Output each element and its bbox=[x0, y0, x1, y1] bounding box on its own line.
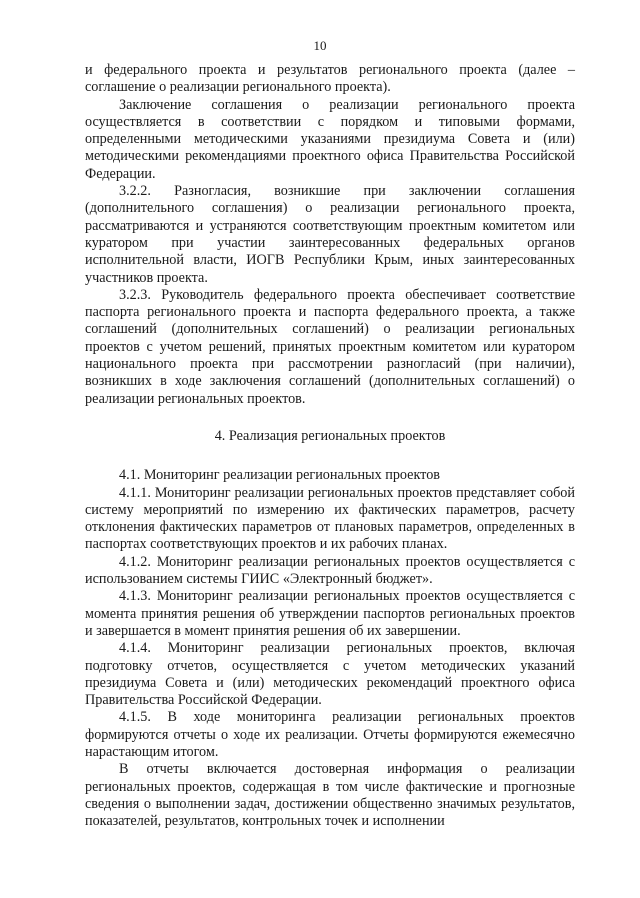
paragraph-3-2-3: 3.2.3. Руководитель федерального проекта обеспечивает соответствие паспорта регионального проекта и паспорта федерального проекта, а также соглашений (дополнительных соглашений) о реализации региональных проектов с учетом решений, принятых проектным комитетом или куратором национального проекта при рассмотрении разногласий (при наличии), возникших в ходе заключения соглашений (дополнительных соглашений) о реализации региональных проектов. bbox=[85, 286, 575, 407]
paragraph-4-1-4: 4.1.4. Мониторинг реализации региональных проектов, включая подготовку отчетов, осуществляется с учетом методических указаний президиума Совета и (или) методических рекомендаций проектного офиса Правительства Российской Федерации. bbox=[85, 640, 575, 709]
page-number: 10 bbox=[313, 38, 327, 53]
paragraph-4-1: 4.1. Мониторинг реализации региональных проектов bbox=[119, 467, 440, 484]
paragraph-3-2-2: 3.2.2. Разногласия, возникшие при заключении соглашения (дополнительного соглашения) о реализации регионального проекта, рассматриваются и устраняются соответствующим проектным комитетом или куратором при участии заинтересованных федеральных органов исполнительной власти, ИОГВ Республики Крым, иных заинтересованных участников проекта. bbox=[85, 183, 575, 286]
paragraph-4-1-5: 4.1.5. В ходе мониторинга реализации региональных проектов формируются отчеты о ходе их реализации. Отчеты формируются ежемесячно нарастающим итогом. bbox=[85, 709, 575, 760]
section-heading: 4. Реализация региональных проектов bbox=[214, 427, 446, 444]
paragraph-4-1-1: 4.1.1. Мониторинг реализации региональных проектов представляет собой систему мероприятий по измерению их фактических параметров, расчету отклонения фактических параметров от плановых параметров, определенных в паспортах соответствующих проектов и их рабочих планах. bbox=[85, 484, 575, 553]
paragraph-4-1-3: 4.1.3. Мониторинг реализации региональных проектов осуществляется с момента принятия решения об утверждении паспортов региональных проектов и завершается в момент принятия решения об их завершении. bbox=[85, 588, 575, 639]
paragraph: Заключение соглашения о реализации регионального проекта осуществляется в соответствии с порядком и типовыми формами, определенными методическими указаниями президиума Совета и (или) методическими рекомендациями проектного офиса Правительства Российской Федерации. bbox=[85, 96, 575, 182]
document-body bbox=[85, 62, 575, 830]
paragraph-continuation: и федерального проекта и результатов регионального проекта (далее – соглашение о реализации регионального проекта). bbox=[85, 62, 575, 96]
paragraph-reports: В отчеты включается достоверная информация о реализации региональных проектов, содержащая в том числе фактические и прогнозные сведения о выполнении задач, достижении общественно значимых результатов, показателей, результатов, контрольных точек и исполнении bbox=[85, 761, 575, 830]
paragraph-4-1-2: 4.1.2. Мониторинг реализации региональных проектов осуществляется с использованием системы ГИИС «Электронный бюджет». bbox=[85, 553, 575, 588]
